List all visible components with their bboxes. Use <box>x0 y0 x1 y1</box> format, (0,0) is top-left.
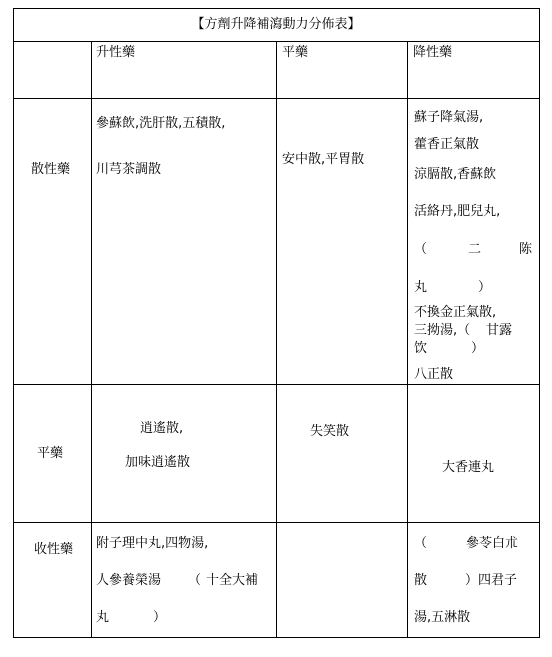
cell-ping-jiang-line1: 大香連丸 <box>442 460 495 475</box>
cell-shou-sheng-line2a: 人參養榮湯 <box>96 573 162 588</box>
row-header-san: 散性藥 <box>31 162 71 177</box>
cell-san-jiang-wan: 丸 <box>414 280 428 295</box>
cell-shou-sheng-line2b: 十全大補 <box>206 573 259 588</box>
cell-shou-sheng-paren-close: ） <box>153 610 167 625</box>
rule-col2 <box>276 41 277 638</box>
table-title: 【方劑升降補瀉動力分佈表】 <box>191 17 361 32</box>
cell-shou-sheng-line1: 附子理中丸,四物湯, <box>96 536 209 551</box>
cell-shou-jiang-san: 散 <box>414 573 428 588</box>
cell-ping-ping-line1: 失笑散 <box>310 424 350 439</box>
rule-col3 <box>407 41 408 638</box>
cell-san-jiang-line2: 藿香正氣散 <box>414 137 480 152</box>
rule-right <box>539 8 540 638</box>
cell-san-jiang-er: 二 <box>468 242 482 257</box>
cell-san-jiang-paren-close: ） <box>478 280 492 295</box>
cell-ping-sheng-line1: 逍遙散, <box>140 421 184 436</box>
cell-shou-jiang-line3: 湯,五淋散 <box>414 610 471 625</box>
cell-san-jiang-line6: 不換金正氣散, <box>414 305 497 320</box>
cell-shou-jiang-line1: 參苓白朮 <box>466 536 519 551</box>
cell-san-jiang-line8b: ） <box>471 341 485 356</box>
cell-san-jiang-line4: 活絡丹,肥兒丸, <box>414 204 501 219</box>
cell-shou-sheng-wan: 丸 <box>96 610 110 625</box>
rule-col1 <box>91 41 92 638</box>
cell-ping-sheng-line2: 加味逍遙散 <box>125 455 191 470</box>
cell-san-jiang-chen: 陈 <box>519 242 533 257</box>
cell-san-jiang-line7b: 甘露 <box>486 323 513 338</box>
cell-san-jiang-line7a: 三拗湯,（ <box>414 323 471 338</box>
cell-san-ping-line1: 安中散,平胃散 <box>282 152 365 167</box>
cell-san-jiang-line9: 八正散 <box>414 367 454 382</box>
cell-san-sheng-line1: 參蘇飲,洗肝散,五積散, <box>96 116 226 131</box>
rule-left <box>13 8 14 638</box>
cell-shou-jiang-paren-open: （ <box>414 536 428 551</box>
rule-top <box>13 8 540 9</box>
cell-san-jiang-line8a: 饮 <box>414 341 428 356</box>
cell-san-sheng-line2: 川芎茶調散 <box>96 162 162 177</box>
column-header-sheng: 升性藥 <box>96 45 136 60</box>
cell-san-jiang-paren-open: （ <box>414 242 428 257</box>
column-header-jiang: 降性藥 <box>413 45 453 60</box>
row-header-shou: 收性藥 <box>34 542 74 557</box>
cell-shou-jiang-line2: ）四君子 <box>465 573 518 588</box>
row-header-ping: 平藥 <box>37 446 64 461</box>
cell-san-jiang-line1: 蘇子降氣湯, <box>414 110 484 125</box>
cell-san-jiang-line3: 涼膈散,香蘇飲 <box>414 167 497 182</box>
column-header-ping: 平藥 <box>282 45 309 60</box>
cell-shou-sheng-paren-open: （ <box>188 573 202 588</box>
